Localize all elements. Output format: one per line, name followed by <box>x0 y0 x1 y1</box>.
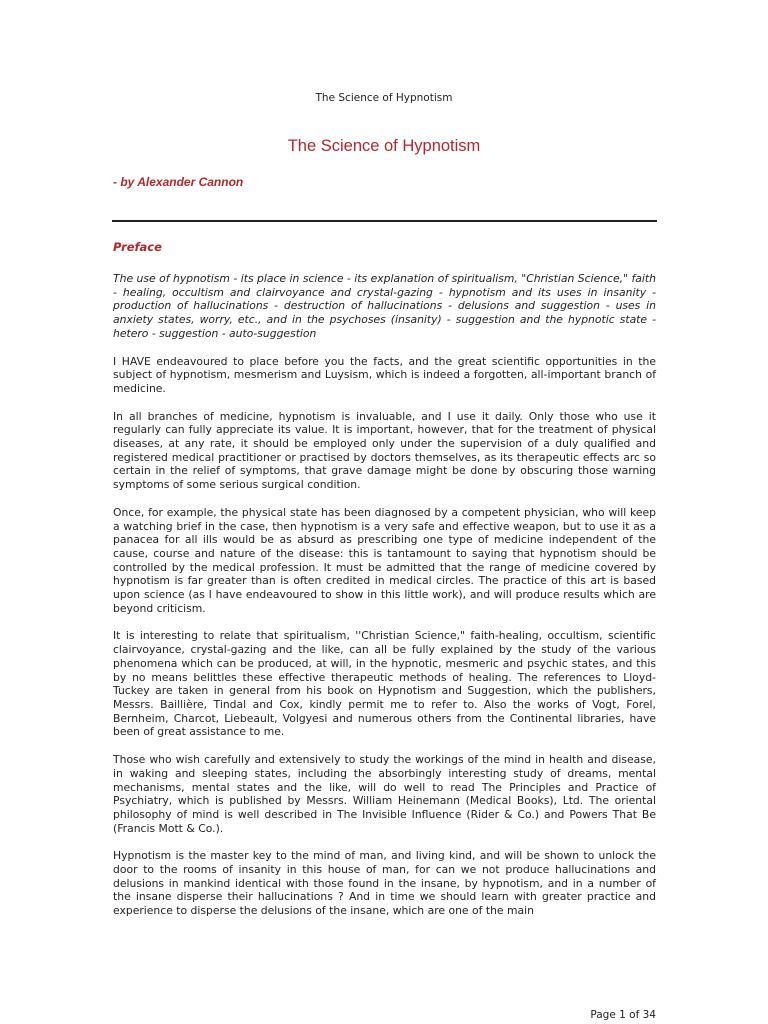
preface-summary-paragraph: The use of hypnotism - its place in science - its explanation of spiritualism, "Christian Science," faith - healing, occultism and clairvoyance and crystal-gazing - hypnotism and its uses in insanity - production of hallucinations - destruction of hallucinations - delusions and suggestion - uses in anxiety states, worry, etc., and in the psychoses (insanity) - suggestion and the hypnotic state - hetero - suggestion - auto-suggestion <box>113 272 656 340</box>
page-number: Page 1 of 34 <box>590 1009 656 1021</box>
author-byline: - by Alexander Cannon <box>113 175 244 189</box>
section-heading: Preface <box>113 240 162 254</box>
body-paragraph: In all branches of medicine, hypnotism is invaluable, and I use it daily. Only those who use it regularly can fully appreciate its value. It is important, however, that for the treatment of physical diseases, at any rate, it should be employed only under the supervision of a duly qualified and registered medical practitioner or practised by doctors themselves, as its therapeutic effects arc so certain in the relief of symptoms, that grave damage might be done by obscuring those warning symptoms of some serious surgical condition. <box>113 409 656 492</box>
running-header: The Science of Hypnotism <box>315 92 453 104</box>
page-title: The Science of Hypnotism <box>287 137 481 155</box>
body-paragraph: Hypnotism is the master key to the mind of man, and living kind, and will be shown to unlock the door to the rooms of insanity in this house of man, for can we not produce hallucinations and delusions in mankind identical with those found in the insane, by hypnotism, and in a number of the insane disperse their hallucinations ? And in time we should learn with greater practice and experience to disperse the delusions of the insane, which are one of the main <box>113 849 656 918</box>
body-paragraph: Those who wish carefully and extensively to study the workings of the mind in health and disease, in waking and sleeping states, including the absorbingly interesting study of dreams, mental mechanisms, mental states and the like, will do well to read The Principles and Practice of Psychiatry, which is published by Messrs. William Heinemann (Medical Books), Ltd. The oriental philosophy of mind is well described in The Invisible Influence (Rider & Co.) and Powers That Be (Francis Mott & Co.). <box>113 753 656 835</box>
body-paragraph: It is interesting to relate that spiritualism, ''Christian Science," faith-healing, occultism, scientific clairvoyance, crystal-gazing and the like, can all be fully explained by the study of the various phenomena which can be produced, at will, in the hypnotic, mesmeric and psychic states, and this by no means belittles these effective therapeutic methods of healing. The references to Lloyd-Tuckey are taken in general from his book on Hypnotism and Suggestion, which the publishers, Messrs. Baillière, Tindal and Cox, kindly permit me to refer to. Also the works of Vogt, Forel, Bernheim, Charcot, Liebeault, Volgyesi and numerous others from the Continental libraries, have been of great assistance to me. <box>113 629 656 739</box>
body-text <box>113 272 656 932</box>
body-paragraph: I HAVE endeavoured to place before you the facts, and the great scientific opportunities in the subject of hypnotism, mesmerism and Luysism, which is indeed a forgotten, all-important branch of medicine. <box>113 354 656 395</box>
horizontal-divider <box>112 220 657 222</box>
body-paragraph: Once, for example, the physical state has been diagnosed by a competent physician, who will keep a watching brief in the case, then hypnotism is a very safe and effective weapon, but to use it as a panacea for all ills would be as absurd as prescribing one type of medicine independent of the cause, course and nature of the disease: this is tantamount to saying that hypnotism should be controlled by the medical profession. It must be admitted that the range of medicine covered by hypnotism is far greater than is often credited in medical circles. The practice of this art is based upon science (as I have endeavoured to show in this little work), and will produce results which are beyond criticism. <box>113 505 656 615</box>
